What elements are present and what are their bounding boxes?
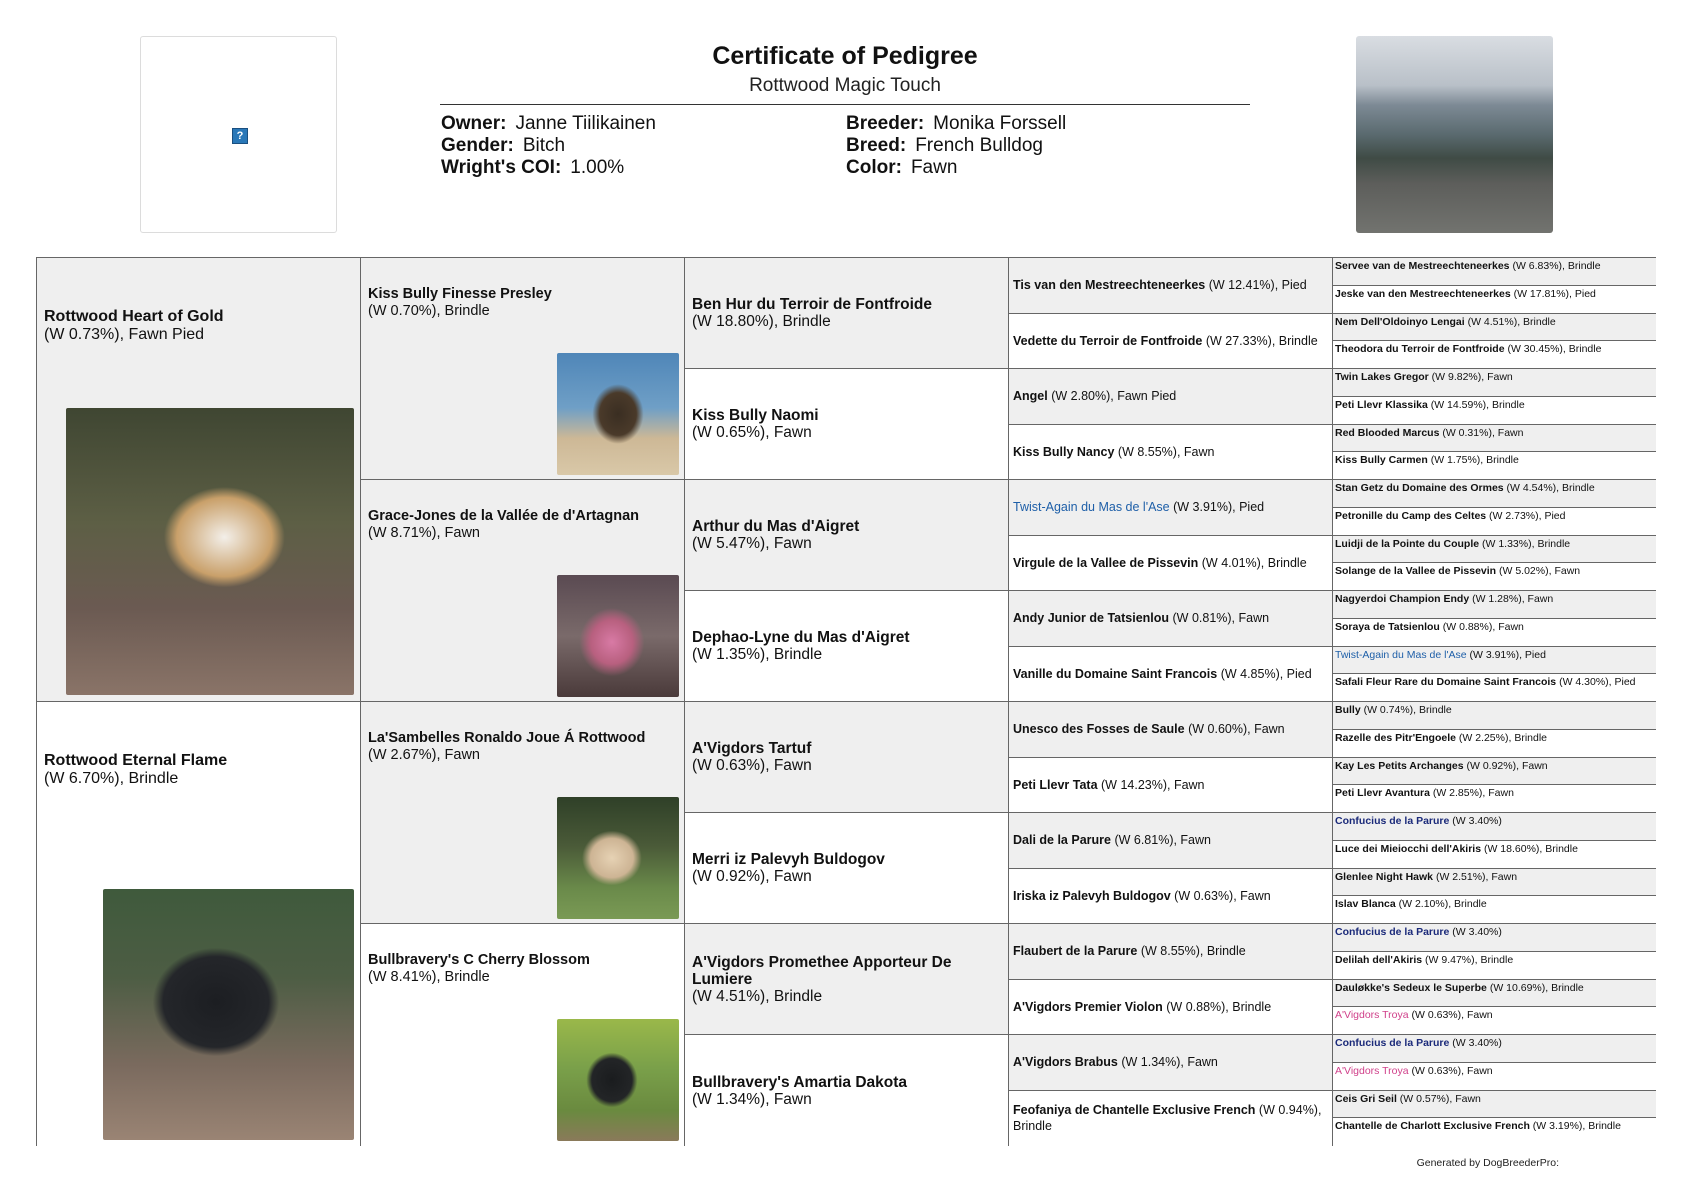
ancestor-details: (W 8.55%), Fawn — [1114, 444, 1215, 459]
gen5-cell — [1333, 1091, 1656, 1119]
coi-label: Wright's COI: — [441, 157, 562, 178]
ancestor-details: (W 1.33%), Brindle — [1479, 537, 1571, 550]
gender-row — [441, 135, 656, 157]
ancestor-name: Flaubert de la Parure — [1013, 944, 1138, 959]
ancestor-name: Kay Les Petits Archanges — [1335, 759, 1464, 772]
gen4-cell — [1009, 869, 1333, 925]
ancestor-name: Luidji de la Pointe du Couple — [1335, 537, 1480, 550]
ancestor-details: (W 0.73%), Fawn Pied — [44, 326, 205, 343]
ancestor-name: Bullbravery's C Cherry Blossom — [368, 952, 590, 968]
ancestor-name[interactable]: A'Vigdors Troya — [1335, 1009, 1409, 1022]
ancestor-name: A'Vigdors Brabus — [1013, 1055, 1118, 1070]
ancestor-name: Safali Fleur Rare du Domaine Saint Francois — [1335, 676, 1557, 689]
ancestor-name: Nagyerdoi Champion Endy — [1335, 593, 1470, 605]
ancestor-name: Dauløkke's Sedeux le Superbe — [1335, 981, 1487, 994]
ancestor-details: (W 27.33%), Brindle — [1202, 333, 1318, 348]
main-dog-photo — [1356, 36, 1553, 233]
broken-image-icon: ? — [232, 128, 248, 144]
gen2-cell — [361, 258, 685, 480]
ancestor-details: (W 3.19%), Brindle — [1529, 1120, 1621, 1133]
gen5-cell — [1333, 1035, 1656, 1063]
color-value: Fawn — [910, 157, 958, 178]
coi-value: 1.00% — [570, 157, 625, 178]
ancestor-name: Chantelle de Charlott Exclusive French — [1335, 1120, 1530, 1133]
gen5-cell — [1333, 869, 1656, 897]
title-divider — [440, 104, 1250, 105]
ancestor-name: Twin Lakes Gregor — [1335, 371, 1429, 383]
ancestor-name: Arthur du Mas d'Aigret — [692, 518, 860, 535]
ancestor-name: Feofaniya de Chantelle Exclusive French — [1013, 1103, 1256, 1118]
ancestor-details: (W 3.91%), Pied — [1169, 500, 1265, 515]
ancestor-name: Nem Dell'Oldoinyo Lengai — [1335, 315, 1465, 328]
breeder-row — [846, 113, 1066, 135]
ancestor-name: Razelle des Pitr'Engoele — [1335, 731, 1456, 744]
ancestor-details: (W 0.63%), Fawn — [1170, 888, 1271, 903]
ancestor-name: Angel — [1013, 389, 1048, 404]
gen3-cell — [685, 258, 1009, 369]
gen3-cell — [685, 813, 1009, 924]
ancestor-name: Glenlee Night Hawk — [1335, 870, 1434, 883]
gen4-cell — [1009, 1091, 1333, 1147]
gen4-cell — [1009, 314, 1333, 370]
ancestor-details: (W 0.63%), Fawn — [692, 757, 812, 774]
ancestor-details: (W 0.88%), Brindle — [1162, 999, 1272, 1014]
gen4-cell — [1009, 591, 1333, 647]
pedigree-grid — [36, 257, 1656, 1146]
ancestor-name[interactable]: Twist-Again du Mas de l'Ase — [1013, 500, 1170, 515]
ancestor-details: (W 3.91%), Pied — [1466, 648, 1546, 661]
ancestor-name: Bullbravery's Amartia Dakota — [692, 1073, 908, 1091]
ancestor-name: Kiss Bully Naomi — [692, 407, 819, 424]
ancestor-name[interactable]: A'Vigdors Troya — [1335, 1064, 1409, 1077]
ancestor-details: (W 1.34%), Fawn — [1117, 1055, 1218, 1070]
ancestor-details: (W 8.55%), Brindle — [1137, 944, 1246, 959]
ancestor-name: Delilah dell'Akiris — [1335, 953, 1423, 966]
ancestor-details: (W 18.60%), Brindle — [1481, 842, 1578, 855]
info-right — [846, 113, 1066, 179]
ancestor-details: (W 3.40%) — [1449, 815, 1502, 827]
gen5-cell — [1333, 674, 1656, 702]
ancestor-details: (W 10.69%), Brindle — [1486, 981, 1584, 994]
ancestor-name: Kiss Bully Finesse Presley — [368, 286, 552, 302]
ancestor-photo — [557, 797, 679, 919]
ancestor-name: Peti Llevr Avantura — [1335, 787, 1430, 800]
ancestor-photo — [557, 1019, 679, 1141]
gen5-cell — [1333, 952, 1656, 980]
ancestor-name: Stan Getz du Domaine des Ormes — [1335, 482, 1504, 494]
ancestor-name: Rottwood Eternal Flame — [44, 752, 228, 769]
ancestor-name: Red Blooded Marcus — [1335, 426, 1440, 439]
ancestor-name: Peti Llevr Tata — [1013, 777, 1098, 792]
gen5-cell — [1333, 619, 1656, 647]
ancestor-name: Tis van den Mestreechteneerkes — [1013, 278, 1206, 293]
gen4-cell — [1009, 258, 1333, 314]
ancestor-name: Unesco des Fosses de Saule — [1013, 722, 1185, 737]
gen5-cell — [1333, 758, 1656, 786]
ancestor-details: (W 1.34%), Fawn — [692, 1090, 812, 1108]
ancestor-name: La'Sambelles Ronaldo Joue Á Rottwood — [368, 730, 646, 746]
ancestor-details: (W 2.10%), Brindle — [1395, 898, 1487, 911]
ancestor-details: (W 2.51%), Fawn — [1433, 870, 1518, 883]
gen5-cell — [1333, 730, 1656, 758]
gen3-cell — [685, 702, 1009, 813]
gen3-cell — [685, 591, 1009, 702]
gen5-cell — [1333, 1118, 1656, 1146]
ancestor-details: (W 4.85%), Pied — [1217, 666, 1312, 681]
gen5-cell — [1333, 896, 1656, 924]
ancestor-name: Vanille du Domaine Saint Francois — [1013, 666, 1218, 681]
ancestor-name: Bully — [1335, 704, 1361, 716]
gen5-cell — [1333, 452, 1656, 480]
ancestor-name: Soraya de Tatsienlou — [1335, 620, 1440, 633]
gen5-cell — [1333, 425, 1656, 453]
gen5-cell — [1333, 369, 1656, 397]
ancestor-name[interactable]: Twist-Again du Mas de l'Ase — [1335, 648, 1467, 661]
ancestor-details: (W 2.25%), Brindle — [1455, 731, 1547, 744]
ancestor-name: Servee van de Mestreechteneerkes — [1335, 260, 1510, 272]
gen5-cell — [1333, 980, 1656, 1008]
ancestor-name: Luce dei Mieiocchi dell'Akiris — [1335, 842, 1482, 855]
sire-cell — [37, 258, 361, 702]
ancestor-details: (W 0.92%), Fawn — [1463, 759, 1548, 772]
ancestor-name: Dephao-Lyne du Mas d'Aigret — [692, 629, 910, 646]
ancestor-name: Ceis Gri Seil — [1335, 1092, 1397, 1105]
ancestor-details: (W 12.41%), Pied — [1205, 278, 1307, 293]
footer-credit: Generated by DogBreederPro: — [1416, 1157, 1559, 1169]
gen5-cell — [1333, 286, 1656, 314]
gen5-cell — [1333, 536, 1656, 564]
breeder-label: Breeder: — [846, 113, 925, 134]
ancestor-name: A'Vigdors Tartuf — [692, 740, 812, 757]
sire-photo — [66, 408, 354, 695]
owner-label: Owner: — [441, 113, 507, 134]
gen2-cell — [361, 480, 685, 702]
gen5-cell — [1333, 480, 1656, 508]
ancestor-details: (W 0.57%), Fawn — [1396, 1092, 1481, 1105]
ancestor-details: (W 0.74%), Brindle — [1360, 704, 1452, 716]
dam-cell — [37, 702, 361, 1146]
ancestor-details: (W 2.80%), Fawn Pied — [1047, 389, 1177, 404]
ancestor-details: (W 0.65%), Fawn — [692, 424, 812, 441]
breed-value: French Bulldog — [915, 135, 1043, 156]
ancestor-details: (W 6.70%), Brindle — [44, 770, 179, 787]
ancestor-details: (W 5.02%), Fawn — [1496, 565, 1581, 578]
ancestor-details: (W 0.88%), Fawn — [1439, 620, 1524, 633]
ancestor-details: (W 9.82%), Fawn — [1428, 371, 1513, 383]
gen4-cell — [1009, 758, 1333, 814]
gen5-cell — [1333, 563, 1656, 591]
gender-label: Gender: — [441, 135, 514, 156]
ancestor-details: (W 0.60%), Fawn — [1184, 722, 1285, 737]
ancestor-details: (W 9.47%), Brindle — [1422, 953, 1514, 966]
ancestor-details: (W 0.63%), Fawn — [1408, 1009, 1493, 1022]
gen4-cell — [1009, 980, 1333, 1036]
ancestor-details: (W 8.41%), Brindle — [368, 969, 490, 985]
gen5-cell — [1333, 314, 1656, 342]
ancestor-details: (W 3.40%) — [1449, 926, 1502, 938]
color-row — [846, 157, 1066, 179]
gen5-cell — [1333, 1007, 1656, 1035]
gen5-cell — [1333, 591, 1656, 619]
coi-row — [441, 157, 656, 179]
gen4-cell — [1009, 702, 1333, 758]
breeder-value: Monika Forssell — [933, 113, 1067, 134]
info-left — [441, 113, 656, 179]
owner-value: Janne Tiilikainen — [515, 113, 656, 134]
gender-value: Bitch — [522, 135, 566, 156]
page-title: Certificate of Pedigree — [712, 42, 978, 70]
gen4-cell — [1009, 924, 1333, 980]
ancestor-details: (W 1.28%), Fawn — [1469, 593, 1554, 605]
ancestor-name: Jeske van den Mestreechteneerkes — [1335, 287, 1511, 300]
ancestor-name: Andy Junior de Tatsienlou — [1013, 611, 1170, 626]
gen3-cell — [685, 480, 1009, 591]
breed-row — [846, 135, 1066, 157]
ancestor-details: (W 30.45%), Brindle — [1504, 343, 1602, 356]
ancestor-details: (W 0.70%), Brindle — [368, 303, 490, 319]
ancestor-details: (W 2.73%), Pied — [1486, 509, 1566, 522]
kennel-logo — [140, 36, 337, 233]
ancestor-details: (W 4.51%), Brindle — [1464, 315, 1556, 328]
ancestor-name: A'Vigdors Promethee Apporteur De Lumiere — [692, 953, 952, 988]
gen5-cell — [1333, 813, 1656, 841]
ancestor-photo — [557, 575, 679, 697]
gen3-cell — [685, 369, 1009, 480]
gen5-cell — [1333, 841, 1656, 869]
gen5-cell — [1333, 924, 1656, 952]
ancestor-details: (W 14.59%), Brindle — [1427, 398, 1525, 411]
gen5-cell — [1333, 397, 1656, 425]
ancestor-details: (W 4.51%), Brindle — [692, 987, 823, 1005]
ancestor-name: A'Vigdors Premier Violon — [1013, 999, 1163, 1014]
ancestor-details: (W 2.67%), Fawn — [368, 747, 480, 763]
ancestor-details: (W 0.81%), Fawn — [1169, 611, 1270, 626]
ancestor-name: Grace-Jones de la Vallée de d'Artagnan — [368, 508, 639, 524]
ancestor-name: Dali de la Parure — [1013, 833, 1111, 848]
gen4-cell — [1009, 813, 1333, 869]
ancestor-details: (W 6.81%), Fawn — [1110, 833, 1211, 848]
gen5-cell — [1333, 702, 1656, 730]
ancestor-details: (W 8.71%), Fawn — [368, 525, 480, 541]
ancestor-details: (W 17.81%), Pied — [1510, 287, 1596, 300]
ancestor-details: (W 4.01%), Brindle — [1198, 555, 1307, 570]
ancestor-name: Rottwood Heart of Gold — [44, 308, 224, 325]
ancestor-details: (W 2.85%), Fawn — [1429, 787, 1514, 800]
ancestor-name[interactable]: Confucius de la Parure — [1335, 926, 1450, 938]
gen2-cell — [361, 702, 685, 924]
ancestor-name: Kiss Bully Carmen — [1335, 454, 1428, 467]
ancestor-name: Islav Blanca — [1335, 898, 1396, 911]
ancestor-name: Virgule de la Vallee de Pissevin — [1013, 555, 1199, 570]
ancestor-details: (W 1.75%), Brindle — [1427, 454, 1519, 467]
ancestor-name: Kiss Bully Nancy — [1013, 444, 1115, 459]
ancestor-details: (W 4.30%), Pied — [1556, 676, 1636, 689]
gen5-cell — [1333, 785, 1656, 813]
ancestor-name: Peti Llevr Klassika — [1335, 398, 1428, 411]
ancestor-name: Iriska iz Palevyh Buldogov — [1013, 888, 1171, 903]
gen4-cell — [1009, 480, 1333, 536]
gen4-cell — [1009, 1035, 1333, 1091]
color-label: Color: — [846, 157, 902, 178]
ancestor-details: (W 5.47%), Fawn — [692, 535, 812, 552]
gen5-cell — [1333, 258, 1656, 286]
gen2-cell — [361, 924, 685, 1146]
ancestor-photo — [557, 353, 679, 475]
ancestor-name[interactable]: Confucius de la Parure — [1335, 1037, 1450, 1049]
ancestor-name: Vedette du Terroir de Fontfroide — [1013, 333, 1203, 348]
ancestor-details: (W 14.23%), Fawn — [1097, 777, 1205, 792]
ancestor-name: Merri iz Palevyh Buldogov — [692, 851, 885, 868]
gen5-cell — [1333, 647, 1656, 675]
ancestor-name: Ben Hur du Terroir de Fontfroide — [692, 296, 932, 313]
ancestor-name: Solange de la Vallee de Pissevin — [1335, 565, 1497, 578]
breed-label: Breed: — [846, 135, 907, 156]
ancestor-details: (W 0.31%), Fawn — [1439, 426, 1524, 439]
gen4-cell — [1009, 425, 1333, 481]
gen4-cell — [1009, 369, 1333, 425]
ancestor-details: (W 4.54%), Brindle — [1503, 482, 1595, 494]
ancestor-name: Theodora du Terroir de Fontfroide — [1335, 343, 1505, 356]
ancestor-details: (W 1.35%), Brindle — [692, 646, 823, 663]
owner-row — [441, 113, 656, 135]
ancestor-details: (W 0.94%), Brindle — [1013, 1103, 1322, 1134]
ancestor-details: (W 0.63%), Fawn — [1408, 1064, 1493, 1077]
gen4-cell — [1009, 536, 1333, 592]
gen5-cell — [1333, 341, 1656, 369]
gen3-cell — [685, 924, 1009, 1035]
gen5-cell — [1333, 1063, 1656, 1091]
ancestor-name[interactable]: Confucius de la Parure — [1335, 815, 1450, 827]
ancestor-details: (W 3.40%) — [1449, 1037, 1502, 1049]
dam-photo — [103, 889, 354, 1140]
ancestor-details: (W 0.92%), Fawn — [692, 868, 812, 885]
ancestor-details: (W 6.83%), Brindle — [1509, 260, 1601, 272]
gen5-cell — [1333, 508, 1656, 536]
gen3-cell — [685, 1035, 1009, 1146]
ancestor-details: (W 18.80%), Brindle — [692, 313, 831, 330]
ancestor-name: Petronille du Camp des Celtes — [1335, 509, 1487, 522]
gen4-cell — [1009, 647, 1333, 703]
dog-name: Rottwood Magic Touch — [749, 75, 941, 96]
